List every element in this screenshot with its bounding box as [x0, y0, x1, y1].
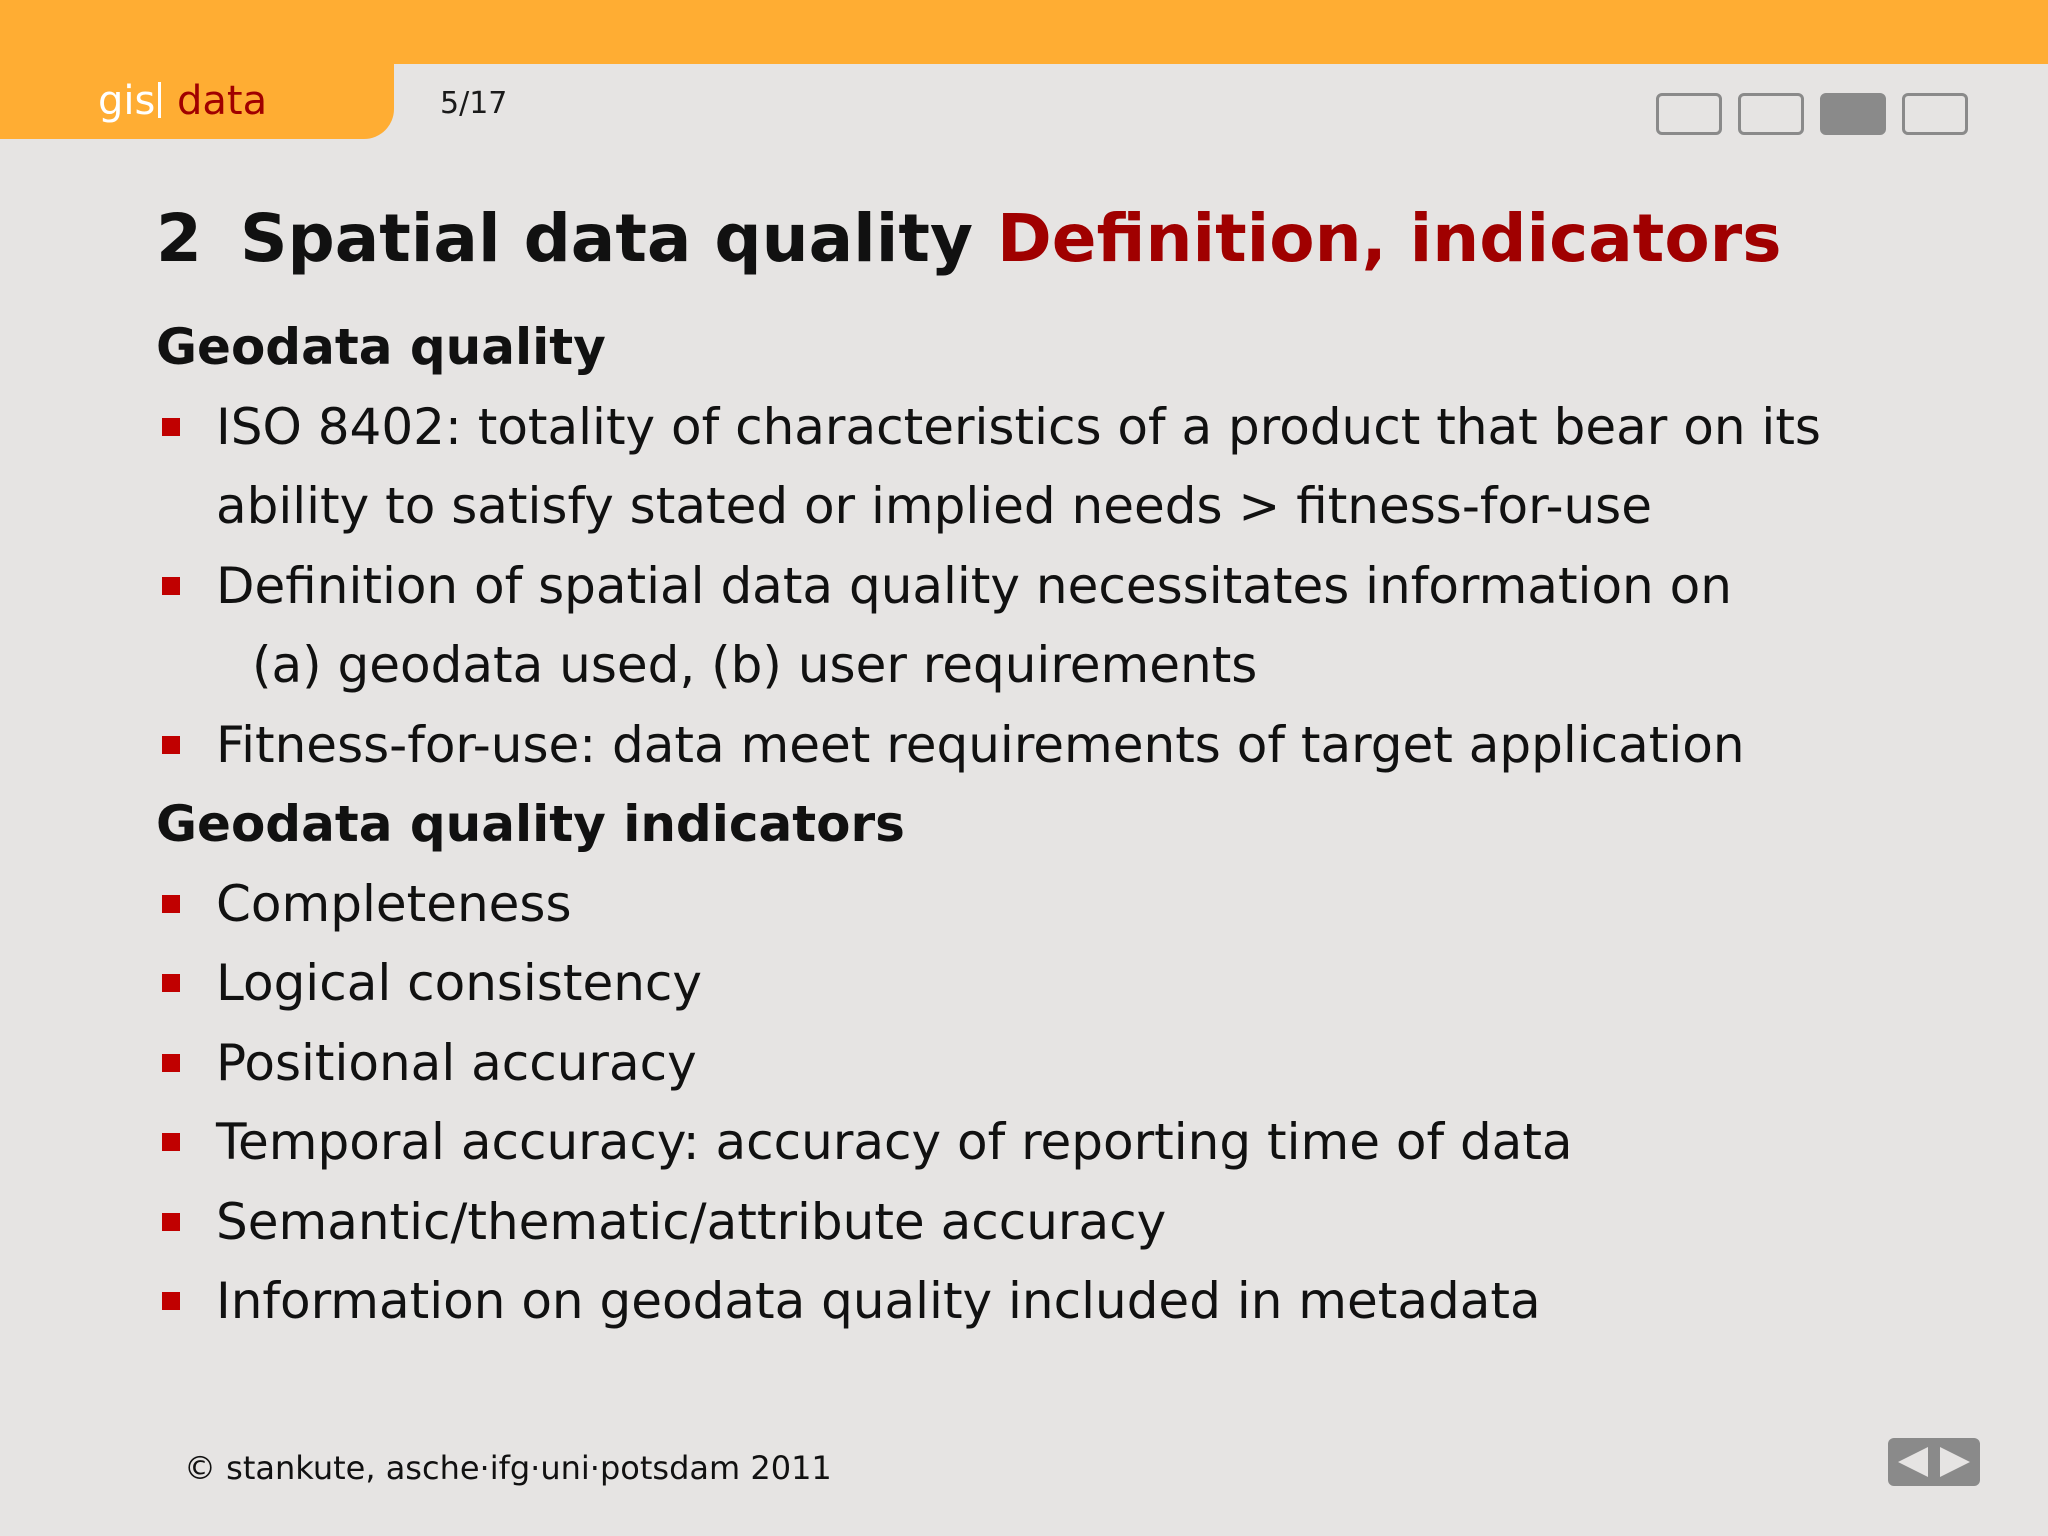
list-item [156, 944, 1936, 1024]
section-nav-box-2[interactable] [1738, 93, 1804, 135]
list-item [156, 1103, 1936, 1183]
bullet-icon [162, 418, 180, 436]
list-item [156, 1024, 1936, 1104]
bullet-icon [162, 577, 180, 595]
bullet-icon [162, 736, 180, 754]
bullet-icon [162, 895, 180, 913]
list-item [156, 706, 1936, 786]
list-item-text: Temporal accuracy: accuracy of reporting time of data [216, 1113, 1573, 1171]
list-item-text: Information on geodata quality included in metadata [216, 1272, 1541, 1330]
section-heading: Geodata quality [156, 318, 606, 376]
list-item [156, 865, 1936, 945]
page-number: 5/17 [440, 86, 508, 121]
slide-title [156, 198, 1782, 280]
prev-slide-arrow-icon[interactable] [1898, 1447, 1928, 1477]
title-main: Spatial data quality [239, 200, 973, 277]
list-item-text: Semantic/thematic/attribute accuracy [216, 1192, 1167, 1251]
list-item-text: Positional accuracy [216, 1033, 697, 1092]
bullet-icon [162, 1133, 180, 1151]
list-item-continuation [156, 626, 1936, 706]
list-item-continuation-text: ability to satisfy stated or implied needs > fitness-for-use [216, 477, 1652, 535]
bullet-icon [162, 1292, 180, 1310]
list-item [156, 547, 1936, 627]
list-item-text: Logical consistency [216, 954, 703, 1012]
logo-data: data [177, 78, 268, 124]
bullet-icon [162, 1213, 180, 1231]
title-subtitle: Definition, indicators [997, 200, 1782, 277]
list-item-continuation [156, 467, 1936, 547]
footer-copyright: © stankute, asche·ifg·uni·potsdam 2011 [184, 1449, 832, 1487]
bullet-icon [162, 974, 180, 992]
list-item-text: Definition of spatial data quality necessitates information on [216, 556, 1732, 615]
list-item [156, 1262, 1936, 1342]
bullet-icon [162, 1054, 180, 1072]
logo-separator [158, 82, 161, 118]
section-heading: Geodata quality indicators [156, 795, 905, 853]
section-nav-box-4[interactable] [1902, 93, 1968, 135]
section-nav-box-1[interactable] [1656, 93, 1722, 135]
section-nav-box-3-active[interactable] [1820, 93, 1886, 135]
slide-content [156, 308, 1936, 1342]
next-slide-arrow-icon[interactable] [1940, 1447, 1970, 1477]
title-number: 2 [156, 200, 202, 277]
slide-navigation [1888, 1438, 1980, 1486]
section-nav [1656, 93, 1968, 135]
list-item [156, 1183, 1936, 1263]
list-item-continuation-text: (a) geodata used, (b) user requirements [252, 636, 1258, 694]
header-band [0, 0, 2048, 64]
logo-gis: gis [98, 78, 156, 124]
list-item-text: Fitness-for-use: data meet requirements of target application [216, 715, 1745, 774]
list-item-text: Completeness [216, 874, 572, 933]
list-item [156, 388, 1936, 468]
list-item-text: ISO 8402: totality of characteristics of a product that bear on its [216, 397, 1821, 456]
